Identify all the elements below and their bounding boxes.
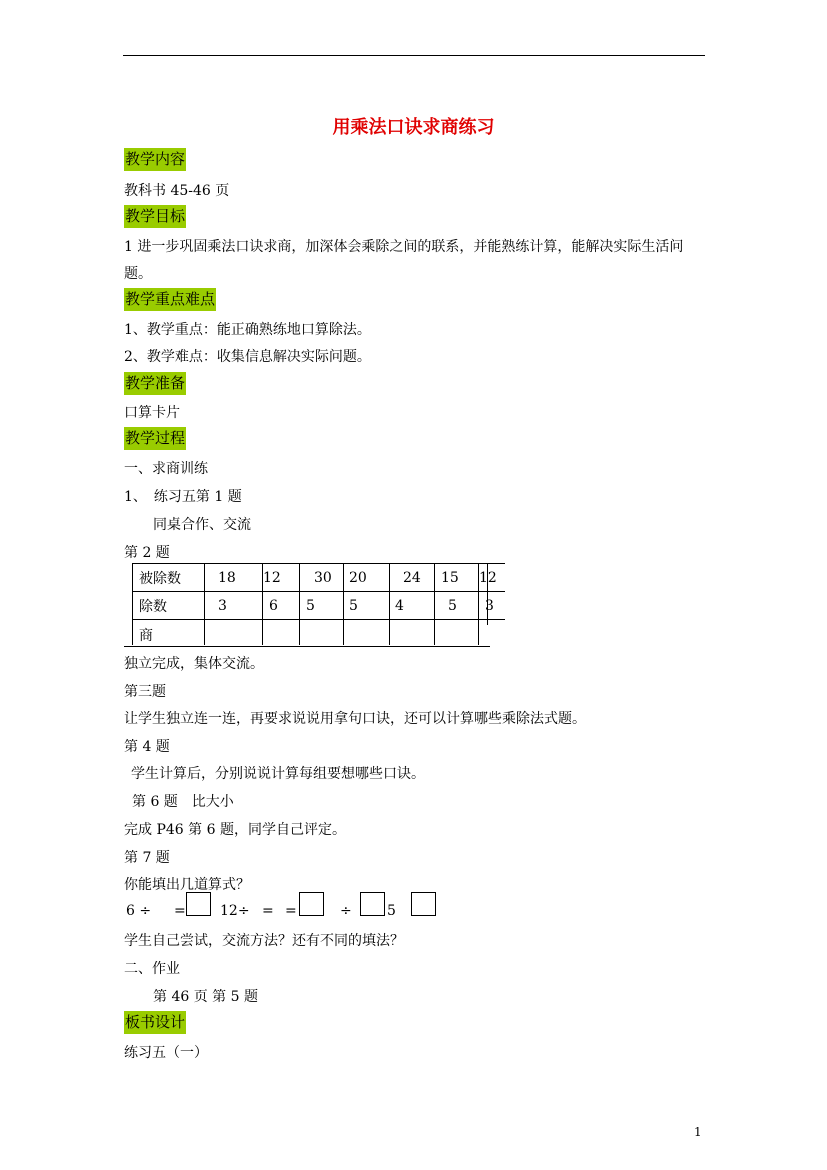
equation-text: = [262,903,274,919]
process-line-6: 第三题 [124,684,166,700]
table-row [133,620,506,646]
process-line-7: 让学生独立连一连，再要求说说用拿句口诀，还可以计算哪些乘除法式题。 [124,711,586,727]
table-cell: 被除数 [133,564,205,592]
table-cell: 商 [133,620,205,646]
table-cell [300,620,344,646]
process-line-14: 学生自己尝试，交流方法？还有不同的填法？ [124,933,404,949]
equation-text: 6 ÷ [126,903,152,919]
equation-text: ÷ [340,903,352,919]
goal-text-2: 题。 [124,266,152,282]
table-cell [435,620,479,646]
blank-box[interactable] [411,892,436,916]
process-line-5: 独立完成，集体交流。 [124,656,264,672]
process-line-12: 第 7 题 [124,850,170,866]
table-cell: 3 [205,592,263,620]
table-cell: 5 [435,592,479,620]
process-line-15: 二、作业 [124,961,180,977]
table-cell [263,620,300,646]
table-cell [344,620,390,646]
equation-text: = [174,903,186,919]
process-line-13: 你能填出几道算式？ [124,877,250,893]
heading-goal-label: 教学目标 [124,205,186,228]
table-cell: 15 [435,564,479,592]
process-line-2: 1、 练习五第 1 题 [124,489,242,505]
table-cell: 6 [263,592,300,620]
equation-text: = [285,903,297,919]
table-cell [205,620,263,646]
goal-text-1: 1 进一步巩固乘法口诀求商，加深体会乘除之间的联系，并能熟练计算，能解决实际生活问 [124,239,684,255]
header-rule [123,55,705,56]
process-line-11: 完成 P46 第 6 题，同学自己评定。 [124,822,346,838]
heading-preparation [124,372,186,393]
page-number: 1 [694,1125,702,1139]
division-table [132,563,505,645]
table-cell: 12 [479,564,506,592]
table-bottom-rule [124,646,490,647]
heading-preparation-label: 教学准备 [124,372,186,395]
table-cell: 30 [300,564,344,592]
table-cell [479,620,506,646]
blank-box[interactable] [186,892,211,916]
table-row [133,564,506,592]
table-cell: 24 [390,564,435,592]
table-cell: 12 [263,564,300,592]
process-line-1: 一、求商训练 [124,461,208,477]
table-right-border [487,563,488,625]
process-line-10: 第 6 题 比大小 [132,794,234,810]
process-line-3: 同桌合作、交流 [153,517,251,533]
table-cell: 除数 [133,592,205,620]
heading-key-points [124,288,216,309]
table-cell: 3 [479,592,506,620]
blank-box[interactable] [299,892,324,916]
table-cell: 5 [300,592,344,620]
table-cell: 4 [390,592,435,620]
blank-box[interactable] [360,892,385,916]
heading-process [124,427,186,448]
key-point-2: 2、教学难点：收集信息解决实际问题。 [124,349,371,365]
table-row [133,592,506,620]
heading-process-label: 教学过程 [124,427,186,450]
heading-key-points-label: 教学重点难点 [124,288,216,311]
content-text: 教科书 45-46 页 [124,183,230,199]
key-point-1: 1、教学重点：能正确熟练地口算除法。 [124,322,371,338]
process-line-16: 第 46 页 第 5 题 [153,989,258,1005]
table-cell: 18 [205,564,263,592]
process-line-8: 第 4 题 [124,739,170,755]
heading-goal [124,205,186,226]
table-cell: 20 [344,564,390,592]
heading-board-label: 板书设计 [124,1011,186,1034]
process-line-9: 学生计算后，分别说说计算每组要想哪些口诀。 [131,766,425,782]
process-line-4: 第 2 题 [124,545,170,561]
board-text: 练习五（一） [124,1045,208,1061]
heading-board [124,1011,186,1032]
preparation-text: 口算卡片 [124,405,180,421]
table-cell: 5 [344,592,390,620]
heading-content [124,148,186,169]
equation-text: 12÷ [220,903,250,919]
page-title: 用乘法口诀求商练习 [332,117,495,138]
heading-content-label: 教学内容 [124,148,186,171]
equation-text: 5 [387,903,396,919]
table-cell [390,620,435,646]
